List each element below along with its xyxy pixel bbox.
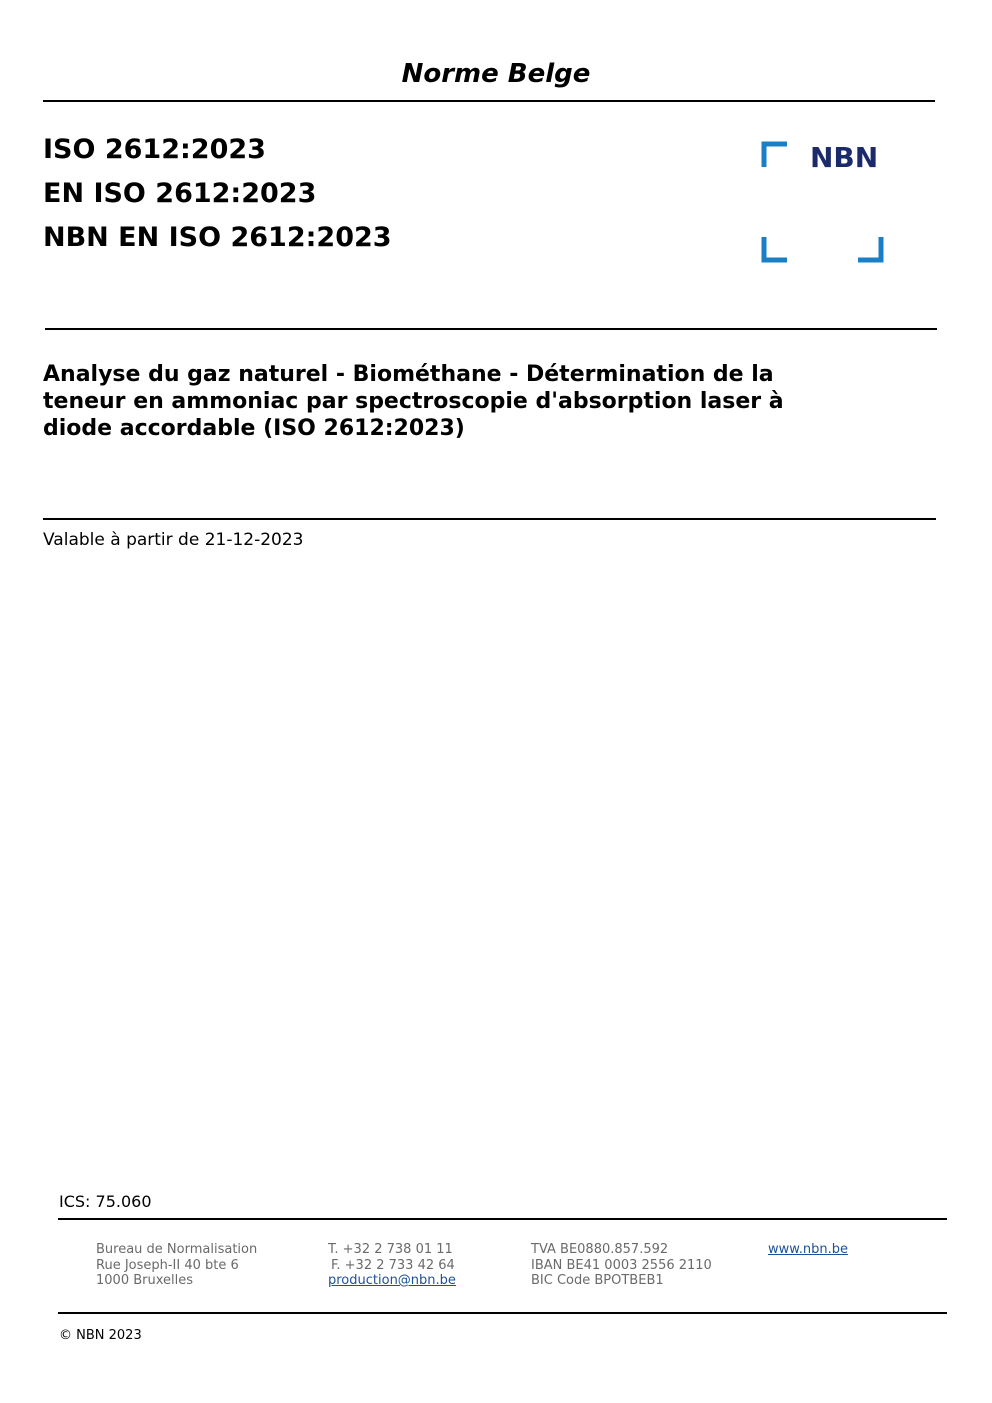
logo-text: NBN	[810, 141, 879, 174]
logo-corner-bottom-right	[858, 237, 881, 260]
ics-code: ICS: 75.060	[59, 1192, 152, 1211]
phone: T. +32 2 738 01 11	[328, 1242, 453, 1257]
footer-website	[768, 1242, 848, 1258]
title-line-3: diode accordable (ISO 2612:2023)	[43, 416, 465, 441]
footer-bottom-divider	[58, 1312, 947, 1314]
email-link[interactable]: production@nbn.be	[328, 1273, 456, 1288]
nbn-logo	[760, 140, 886, 264]
standard-codes	[43, 128, 392, 260]
valid-from: Valable à partir de 21-12-2023	[43, 530, 304, 550]
title-line-1: Analyse du gaz naturel - Biométhane - Détermination de la	[43, 362, 774, 387]
footer-contact	[328, 1242, 456, 1289]
title-divider	[43, 518, 936, 520]
logo-corner-top-left	[764, 144, 787, 167]
codes-divider	[45, 328, 937, 330]
title-line-2: teneur en ammoniac par spectroscopie d'absorption laser à	[43, 389, 784, 414]
header-divider	[43, 100, 935, 102]
iso-code: ISO 2612:2023	[43, 134, 266, 165]
fax: F. +32 2 733 42 64	[331, 1257, 455, 1273]
iban: IBAN BE41 0003 2556 2110	[531, 1257, 712, 1273]
address-line-3: 1000 Bruxelles	[96, 1273, 194, 1288]
header-title: Norme Belge	[401, 59, 591, 89]
address-line-1: Bureau de Normalisation	[96, 1242, 258, 1257]
footer-address	[96, 1242, 257, 1289]
footer-banking	[531, 1242, 712, 1289]
nbn-en-iso-code: NBN EN ISO 2612:2023	[43, 222, 392, 253]
address-line-2: Rue Joseph-II 40 bte 6	[96, 1257, 239, 1273]
website-link[interactable]: www.nbn.be	[768, 1242, 848, 1257]
logo-corner-bottom-left	[764, 237, 787, 260]
en-iso-code: EN ISO 2612:2023	[43, 178, 317, 209]
copyright: © NBN 2023	[59, 1328, 142, 1343]
footer-top-divider	[58, 1218, 947, 1220]
vat-number: TVA BE0880.857.592	[531, 1242, 669, 1257]
bic-code: BIC Code BPOTBEB1	[531, 1273, 664, 1288]
document-title	[43, 361, 873, 442]
